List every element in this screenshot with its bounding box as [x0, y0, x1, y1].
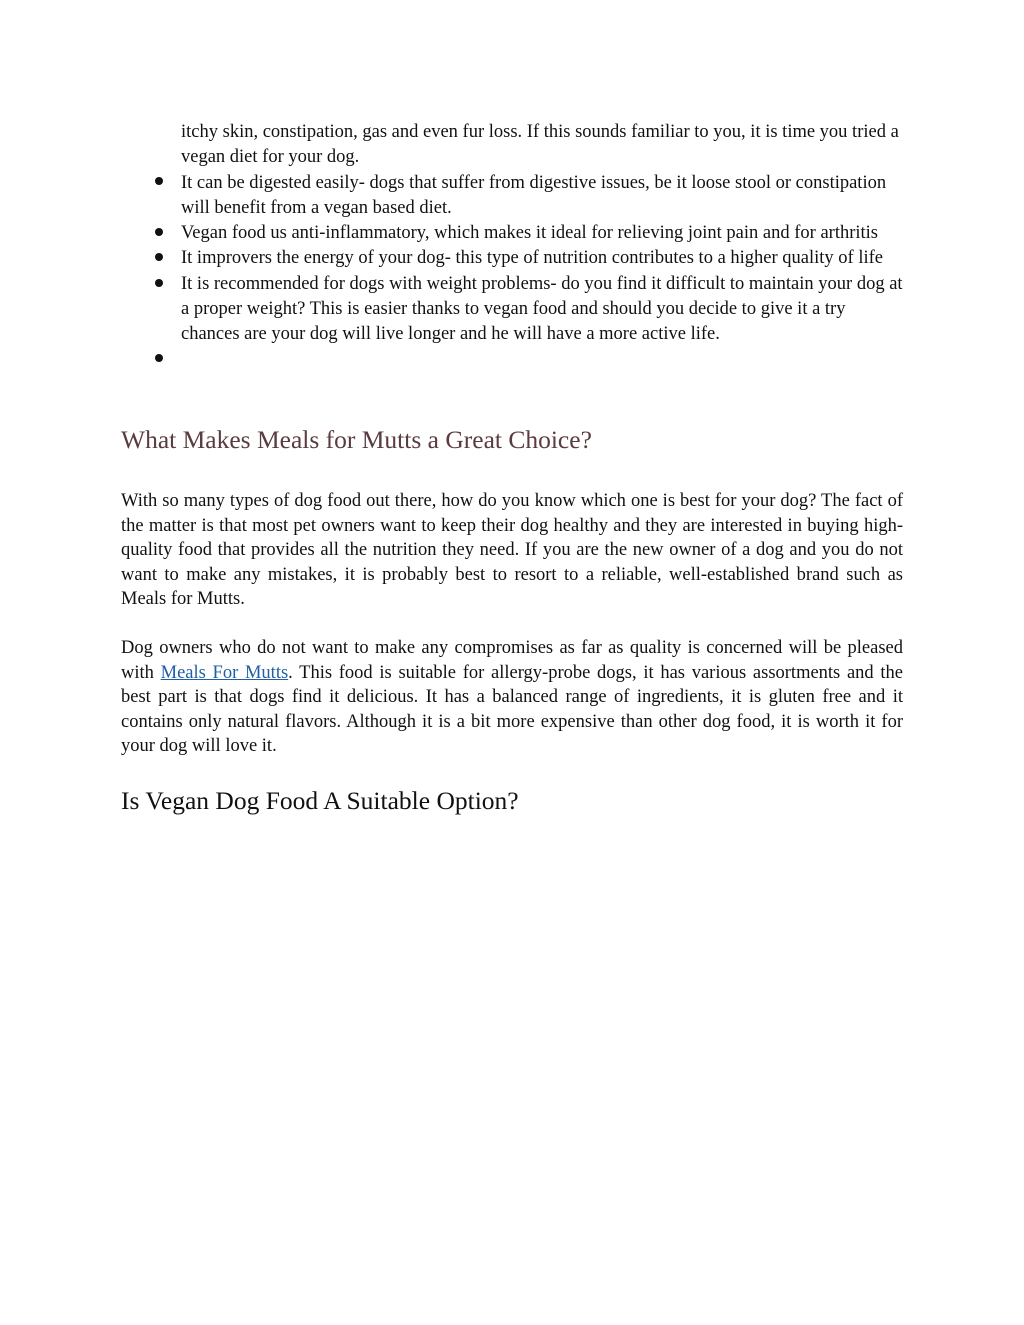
list-item-text: Vegan food us anti-inflammatory, which makes it ideal for relieving joint pain and for arthritis — [181, 223, 878, 244]
paragraph-text-after-link: . This food is suitable for allergy-probe dogs, it has various assortments and the best part is that dogs find it delicious. It has a balanced range of ingredients, it is gluten free and it contains only natural flavors. Although it is a bit more expensive than other dog food, it is worth it for your dog will love it. — [121, 662, 904, 757]
paragraph-text-before-link: Dog owners who do not want to make any compromises as far as quality is concerned will be pleased with — [121, 638, 903, 683]
benefits-list — [121, 120, 906, 373]
bullet-icon — [152, 221, 166, 246]
list-item-energy — [121, 246, 906, 271]
list-item-digestion — [121, 171, 906, 222]
bullet-icon — [152, 348, 166, 373]
section-heading-meals-for-mutts: What Makes Meals for Mutts a Great Choice? — [121, 425, 592, 454]
section-heading-vegan-option: Is Vegan Dog Food A Suitable Option? — [121, 786, 519, 815]
bullet-icon — [152, 171, 166, 196]
paragraph-meals-for-mutts — [121, 636, 903, 759]
list-item-text: itchy skin, constipation, gas and even fur loss. If this sounds familiar to you, it is time you tried a vegan diet for your dog. — [181, 122, 899, 168]
list-item-empty — [121, 348, 906, 373]
bullet-icon — [152, 246, 166, 271]
bullet-icon — [152, 272, 166, 297]
meals-for-mutts-link[interactable]: Meals For Mutts — [160, 662, 289, 683]
list-item-text: It can be digested easily- dogs that suffer from digestive issues, be it loose stool or constipation will benefit from a vegan based diet. — [181, 172, 887, 218]
list-item-text: It improvers the energy of your dog- this type of nutrition contributes to a higher quality of life — [181, 248, 883, 269]
list-item-weight — [121, 272, 906, 348]
list-item-continuation — [121, 120, 906, 171]
list-item-anti-inflammatory — [121, 221, 906, 246]
paragraph-dog-food-choice: With so many types of dog food out there, how do you know which one is best for your dog? The fact of the matter is that most pet owners want to keep their dog healthy and they are interested in buying high-quality food that provides all the nutrition they need. If you are the new owner of a dog and you do not want to make any mistakes, it is probably best to resort to a reliable, well-established brand such as Meals for Mutts. — [121, 491, 903, 610]
list-item-text: It is recommended for dogs with weight problems- do you find it difficult to maintain your dog at a proper weight? This is easier thanks to vegan food and should you decide to give it a try chances are your dog will live longer and he will have a more active life. — [181, 273, 903, 345]
